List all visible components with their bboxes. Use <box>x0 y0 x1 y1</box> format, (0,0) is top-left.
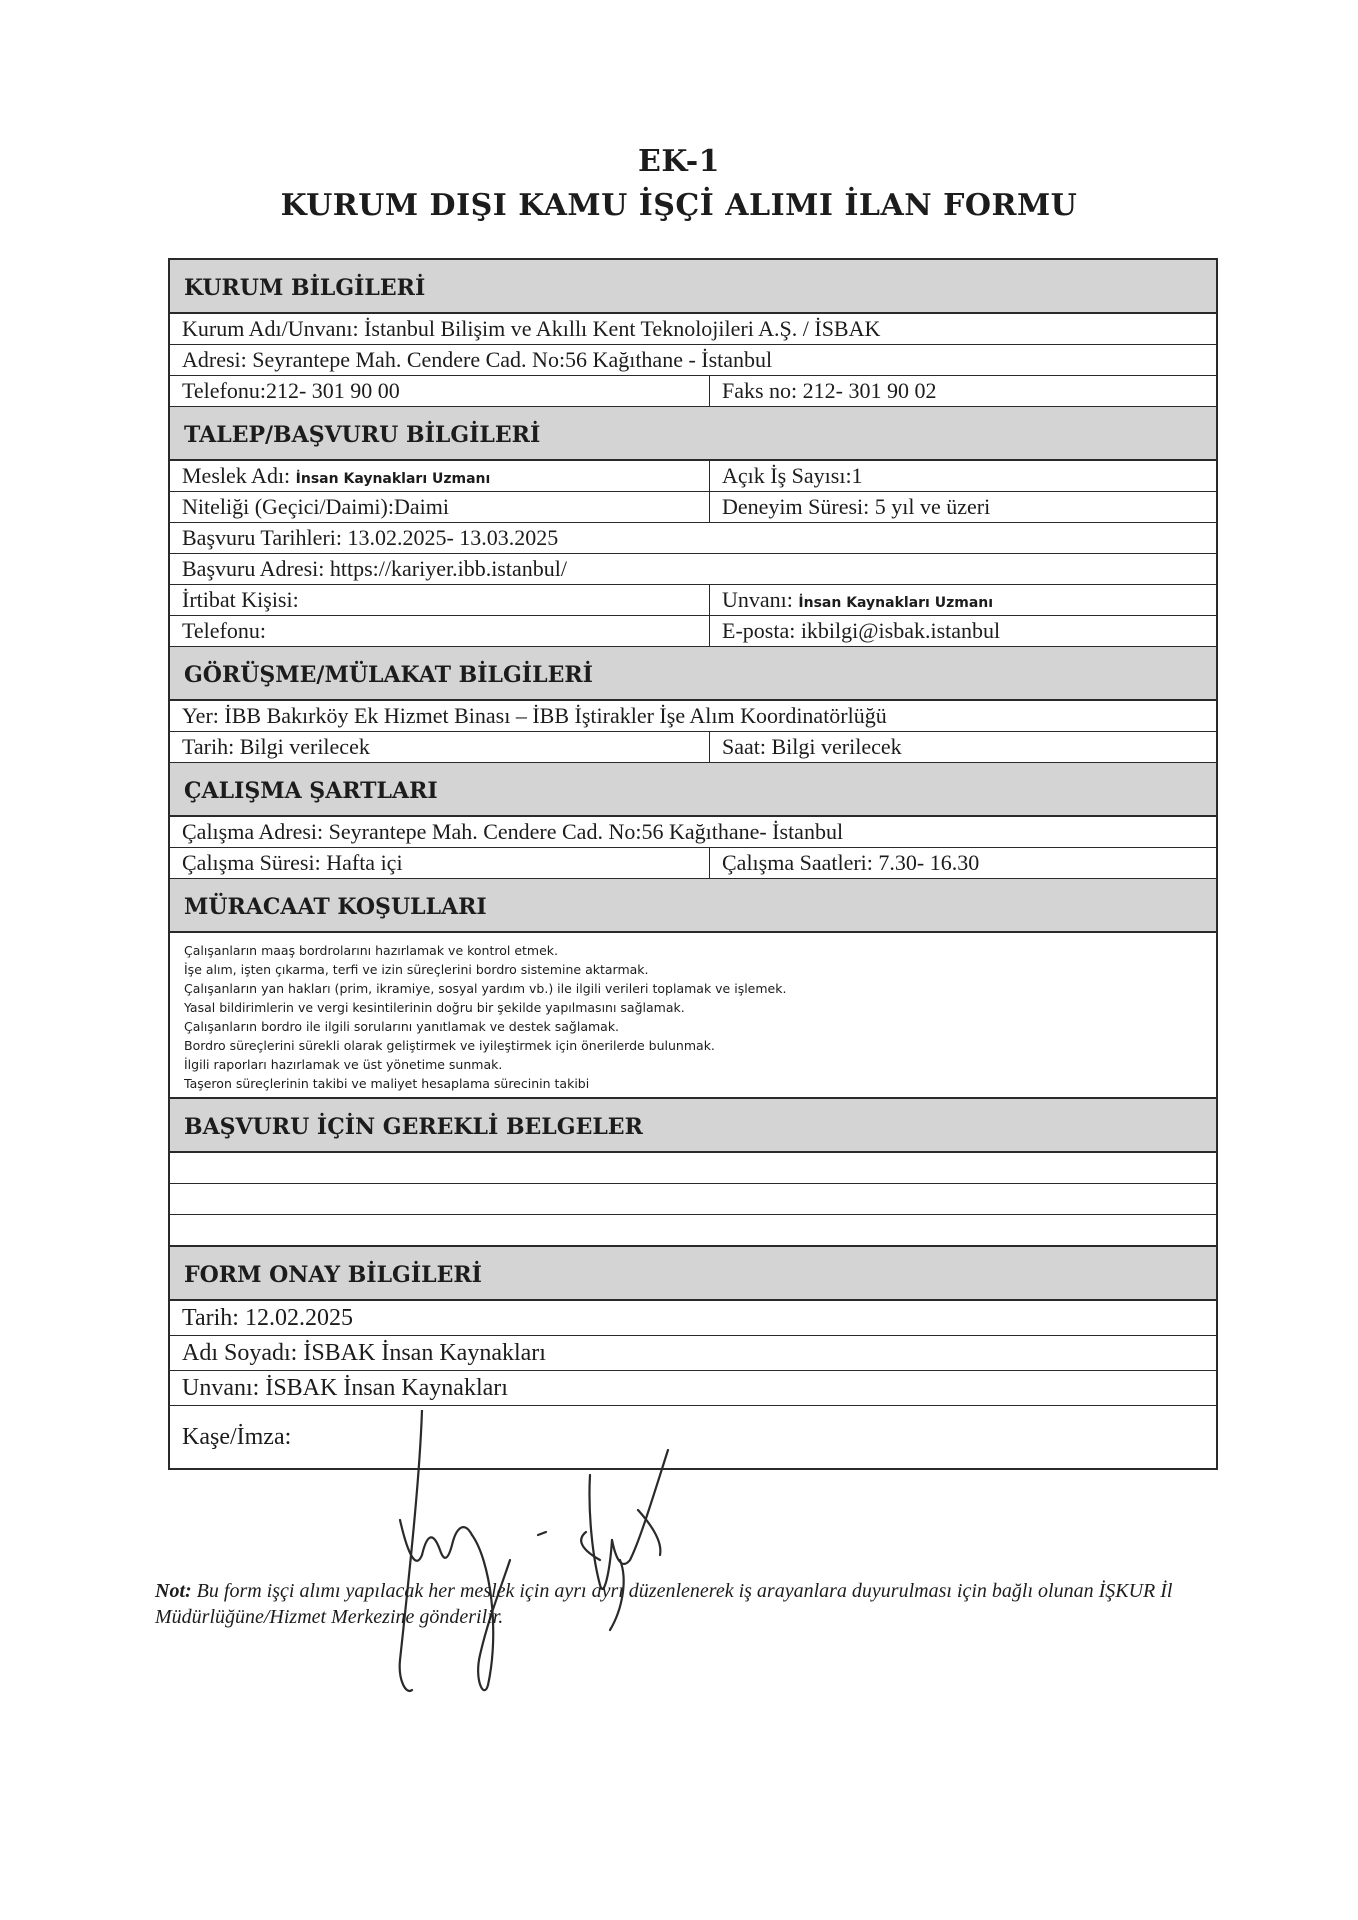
section-heading-conditions: MÜRACAAT KOŞULLARI <box>170 879 1216 933</box>
list-item: İlgili raporları hazırlamak ve üst yönetime sunmak. <box>184 1057 503 1072</box>
documents-blank-row <box>170 1153 1216 1184</box>
institution-fax: Faks no: 212- 301 90 02 <box>709 376 1216 406</box>
handwritten-signature <box>360 1410 720 1710</box>
list-item: Taşeron süreçlerinin takibi ve maliyet hesaplama sürecinin takibi <box>184 1076 590 1091</box>
occupation-label: Meslek Adı: <box>182 463 296 488</box>
note-label: Not: <box>155 1580 192 1602</box>
form-title: KURUM DIŞI KAMU İŞÇİ ALIMI İLAN FORMU <box>280 188 1078 223</box>
occupation-value: İnsan Kaynakları Uzmanı <box>295 471 491 487</box>
institution-phone: Telefonu:212- 301 90 00 <box>182 378 400 403</box>
table-row <box>170 314 1216 345</box>
note-text: Bu form işçi alımı yapılacak her meslek için ayrı ayrı düzenlenerek iş arayanlara duyurulması için bağlı olunan İŞKUR İl Müdürlüğüne/Hizmet Merkezine gönderilir. <box>155 1580 1173 1628</box>
employment-type: Niteliği (Geçici/Daimi):Daimi <box>182 494 449 519</box>
contact-title <box>709 585 1216 615</box>
table-row <box>170 1336 1216 1371</box>
work-hours: Çalışma Saatleri: 7.30- 16.30 <box>709 848 1216 878</box>
section-heading-working-conditions: ÇALIŞMA ŞARTLARI <box>170 763 1216 817</box>
annex-label: EK-1 <box>637 144 721 179</box>
announcement-form <box>168 258 1218 1470</box>
contact-title-value: İnsan Kaynakları Uzmanı <box>798 595 994 611</box>
section-heading-application: TALEP/BAŞVURU BİLGİLERİ <box>170 407 1216 461</box>
approver-name: Adı Soyadı: İSBAK İnsan Kaynakları <box>182 1340 546 1366</box>
section-heading-interview: GÖRÜŞME/MÜLAKAT BİLGİLERİ <box>170 647 1216 701</box>
contact-email: E-posta: ikbilgi@isbak.istanbul <box>709 616 1216 646</box>
list-item: Çalışanların bordro ile ilgili sorularını yanıtlamak ve destek sağlamak. <box>184 1019 620 1034</box>
experience-requirement: Deneyim Süresi: 5 yıl ve üzeri <box>709 492 1216 522</box>
table-row <box>170 848 1216 879</box>
table-row <box>170 817 1216 848</box>
interview-location: Yer: İBB Bakırköy Ek Hizmet Binası – İBB İştirakler İşe Alım Koordinatörlüğü <box>182 703 887 728</box>
documents-blank-row <box>170 1215 1216 1247</box>
table-row <box>170 461 1216 492</box>
table-row <box>170 616 1216 647</box>
table-row <box>170 376 1216 407</box>
document-header <box>0 140 1358 228</box>
work-address: Çalışma Adresi: Seyrantepe Mah. Cendere Cad. No:56 Kağıthane- İstanbul <box>182 819 844 844</box>
footnote <box>155 1578 1265 1630</box>
section-heading-institution: KURUM BİLGİLERİ <box>170 260 1216 314</box>
work-period: Çalışma Süresi: Hafta içi <box>182 850 403 875</box>
list-item: Çalışanların yan hakları (prim, ikramiye, sosyal yardım vb.) ile ilgili verileri toplamak ve işlemek. <box>184 981 787 996</box>
table-row <box>170 523 1216 554</box>
stamp-signature-label: Kaşe/İmza: <box>182 1424 292 1450</box>
table-row <box>170 492 1216 523</box>
list-item: Bordro süreçlerini sürekli olarak geliştirmek ve iyileştirmek için önerilerde bulunmak. <box>184 1038 715 1053</box>
table-row <box>170 1371 1216 1406</box>
table-row <box>170 732 1216 763</box>
institution-name: Kurum Adı/Unvanı: İstanbul Bilişim ve Akıllı Kent Teknolojileri A.Ş. / İSBAK <box>182 316 881 341</box>
occupation-field <box>170 461 709 491</box>
conditions-list <box>170 933 1216 1099</box>
application-dates: Başvuru Tarihleri: 13.02.2025- 13.03.2025 <box>182 525 559 550</box>
approver-title: Unvanı: İSBAK İnsan Kaynakları <box>182 1375 508 1401</box>
section-heading-approval: FORM ONAY BİLGİLERİ <box>170 1247 1216 1301</box>
interview-time: Saat: Bilgi verilecek <box>709 732 1216 762</box>
institution-address: Adresi: Seyrantepe Mah. Cendere Cad. No:56 Kağıthane - İstanbul <box>182 347 773 372</box>
contact-person: İrtibat Kişisi: <box>182 587 299 612</box>
section-heading-documents: BAŞVURU İÇİN GEREKLİ BELGELER <box>170 1099 1216 1153</box>
table-row <box>170 585 1216 616</box>
table-row <box>170 1301 1216 1336</box>
list-item: Çalışanların maaş bordrolarını hazırlamak ve kontrol etmek. <box>184 943 559 958</box>
approval-date: Tarih: 12.02.2025 <box>182 1305 353 1331</box>
open-positions: Açık İş Sayısı:1 <box>709 461 1216 491</box>
application-address: Başvuru Adresi: https://kariyer.ibb.istanbul/ <box>182 556 567 581</box>
contact-title-label: Unvanı: <box>722 587 799 612</box>
table-row <box>170 554 1216 585</box>
table-row <box>170 701 1216 732</box>
contact-phone: Telefonu: <box>182 618 266 643</box>
documents-blank-row <box>170 1184 1216 1215</box>
interview-date: Tarih: Bilgi verilecek <box>182 734 370 759</box>
list-item: Yasal bildirimlerin ve vergi kesintilerinin doğru bir şekilde yapılmasını sağlamak. <box>184 1000 685 1015</box>
table-row <box>170 345 1216 376</box>
list-item: İşe alım, işten çıkarma, terfi ve izin süreçlerini bordro sistemine aktarmak. <box>184 962 649 977</box>
